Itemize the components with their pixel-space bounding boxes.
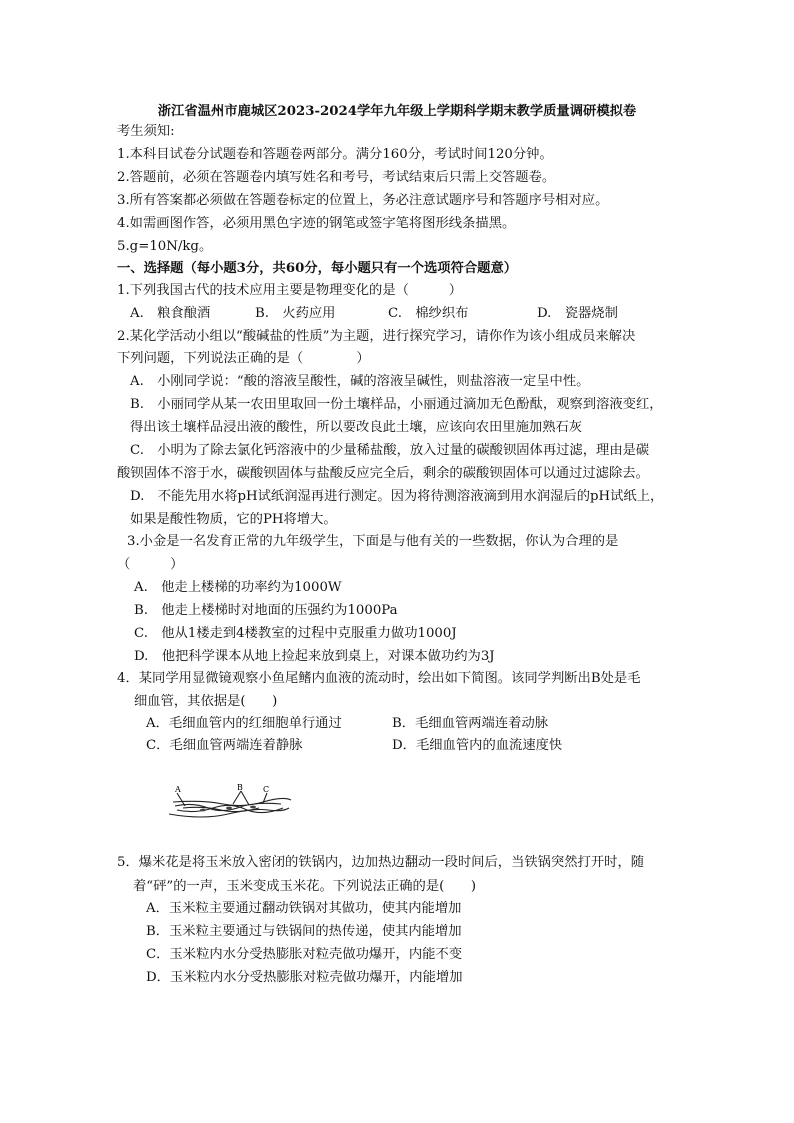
q3-option-d: D. 他把科学课本从地上捡起来放到桌上，对课本做功约为3J [134,649,495,664]
q1-option-b: B. 火药应用 [255,306,336,321]
q3-option-c: C. 他从1楼走到4楼教室的过程中克服重力做功1000J [134,626,457,641]
q4-option-a: A．毛细血管内的红细胞单行通过 [146,716,342,731]
question-2-stem: 2.某化学活动小组以“酸碱盐的性质”为主题，进行探究学习，请你作为该小组成员来解决 [117,329,636,344]
q4-option-c: C．毛细血管两端连着静脉 [146,738,303,753]
question-4-stem: 4．某同学用显微镜观察小鱼尾鳍内血液的流动时，绘出如下简图。该同学判断出B处是毛 [117,671,641,686]
q4-option-d: D．毛细血管内的血流速度快 [392,738,563,753]
section-heading: 一、选择题（每小题3分，共60分，每小题只有一个选项符合题意） [117,261,518,276]
q3-option-b: B. 他走上楼梯时对地面的压强约为1000Pa [134,603,398,618]
notice-item: 1.本科目试卷分试题卷和答题卷两部分。满分160分，考试时间120分钟。 [117,147,553,162]
q1-option-c: C. 棉纱织布 [388,306,469,321]
q1-option-d: D. 瓷器烧制 [537,306,618,321]
q2-option-c-cont: 酸钡固体不溶于水，碳酸钡固体与盐酸反应完全后，剩余的碳酸钡固体可以通过过滤除去。 [117,466,649,481]
q5-option-a: A．玉米粒主要通过翻动铁锅对其做功，使其内能增加 [146,901,462,916]
capillary-diagram [163,780,293,830]
question-4-stem: 细血管，其依据是( ) [134,694,278,709]
figure-label-b: B [237,783,243,792]
q4-option-b: B．毛细血管两端连着动脉 [392,716,549,731]
figure-label-a: A [175,785,181,794]
figure-label-c: C [263,785,270,794]
question-5-stem: 5．爆米花是将玉米放入密闭的铁锅内，边加热边翻动一段时间后，当铁锅突然打开时，随 [117,855,645,870]
question-5-stem: 着“砰”的一声，玉米变成玉米花。下列说法正确的是( ) [133,879,477,894]
notice-item: 4.如需画图作答，必须用黑色字迹的钢笔或签字笔将图形线条描黑。 [117,216,516,231]
q5-option-c: C．玉米粒内水分受热膨胀对粒壳做功爆开，内能不变 [146,947,463,962]
notice-heading: 考生须知: [117,124,175,139]
question-3-stem: 3.小金是一名发育正常的九年级学生，下面是与他有关的一些数据，你认为合理的是 [127,534,619,549]
q5-option-b: B．玉米粒主要通过与铁锅间的热传递，使其内能增加 [146,924,462,939]
q2-option-c: C. 小明为了除去氯化钙溶液中的少量稀盐酸，放入过量的碳酸钡固体再过滤，理由是碳 [130,443,650,458]
q3-option-a: A. 他走上楼梯的功率约为1000W [134,580,342,595]
page-title: 浙江省温州市鹿城区2023-2024学年九年级上学期科学期末教学质量调研模拟卷 [157,104,637,119]
q2-option-b: B. 小丽同学从某一农田里取回一份土壤样品，小丽通过滴加无色酚酞，观察到溶液变红， [130,397,663,412]
q2-option-b-cont: 得出该土壤样品浸出液的酸性，所以要改良此土壤，应该向农田里施加熟石灰 [130,420,583,435]
q1-option-a: A. 粮食酿酒 [130,306,211,321]
q5-option-d: D．玉米粒内水分受热膨胀对粒壳做功爆开，内能增加 [146,970,463,985]
q2-option-d: D. 不能先用水将pH试纸润湿再进行测定。因为将待测溶液滴到用水润湿后的pH试纸上， [130,489,664,504]
notice-item: 5.g=10N/kg。 [117,239,213,254]
q2-option-d-cont: 如果是酸性物质，它的PH将增大。 [130,512,337,527]
notice-item: 3.所有答案都必须做在答题卷标定的位置上，务必注意试题序号和答题序号相对应。 [117,193,609,208]
question-3-stem: （ ） [117,557,184,572]
q2-option-a: A. 小刚同学说：“酸的溶液呈酸性，碱的溶液呈碱性，则盐溶液一定呈中性。 [130,374,590,389]
question-2-stem: 下列问题，下列说法正确的是（ ） [117,351,370,366]
notice-item: 2.答题前，必须在答题卷内填写姓名和考号，考试结束后只需上交答题卷。 [117,170,556,185]
question-1-stem: 1.下列我国古代的技术应用主要是物理变化的是（ ） [117,283,463,298]
